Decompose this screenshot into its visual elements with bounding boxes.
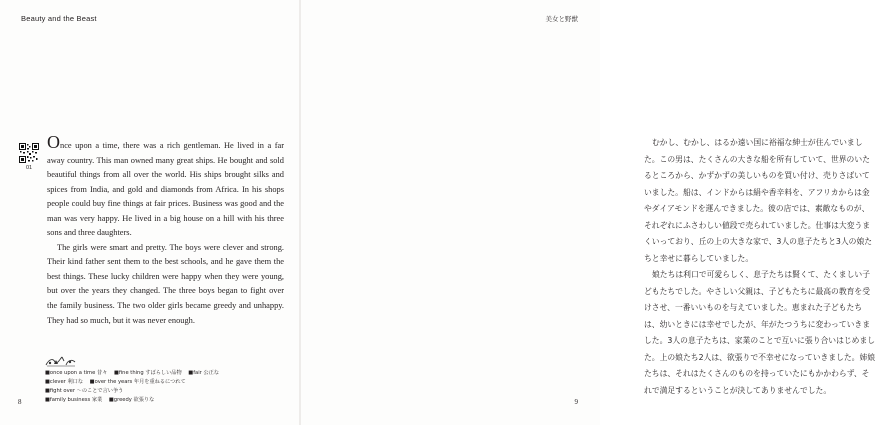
english-paragraph-1 — [47, 132, 284, 241]
vocabulary-notes — [45, 369, 257, 405]
page-number-left: 8 — [18, 398, 22, 406]
vocab-item: ■fair 公正な — [188, 370, 220, 376]
vocab-item: ■once upon a time 昔々 — [45, 370, 108, 376]
audio-track-number: 01 — [25, 165, 33, 171]
left-page — [0, 0, 299, 425]
vocab-item: ■family business 家業 — [45, 397, 103, 403]
vocab-item: ■greedy 欲張りな — [108, 397, 155, 403]
vocab-item: ■fine thing すばらしい品物 — [114, 370, 182, 376]
running-head-english: Beauty and the Beast — [21, 14, 97, 23]
japanese-text — [644, 135, 876, 399]
japanese-paragraph-1: むかし、むかし、はるか遠い国に裕福な紳士が住んでいました。この男は、たくさんの大きな船を所有していて、世界のいたるところから、かずかずの美しいものを買い付け、売りさばいていました。船は、インドからは絹や香辛料を、アフリカからは金やダイアモンドを運んできました。彼の店では、素敵なものが、それぞれにふさわしい値段で売られていました。仕事は大変うまくいっており、丘の上の大きな家で、3人の息子たちと3人の娘たちと幸せに暮らしていました。 — [644, 138, 873, 263]
vocab-item: ■over the years 年月を重ねるにつれて — [89, 379, 186, 385]
drop-cap: O — [47, 132, 60, 152]
right-page — [301, 0, 876, 425]
audio-qr-block — [19, 143, 39, 171]
ornament-icon — [45, 355, 77, 367]
running-head-japanese: 美女と野獣 — [545, 15, 578, 23]
vocab-item: ■fight over ～のことで言い争う — [45, 388, 124, 394]
japanese-paragraph-2: 娘たちは利口で可愛らしく、息子たちは賢くて、たくましい子どもたちでした。やさしい父親は、子どもたちに最高の教育を受けさせ、一番いいものを与えていました。恵まれた子どもたちは、幼いときには幸せでしたが、年がたつうちに変わっていきました。3人の息子たちは、家業のことで互いに張り合いはじめました。上の娘たち2人は、欲張りで不幸せになっていきました。姉娘たちは、それはたくさんのものを持っていたにもかかわらず、それで満足するということが決してありませんでした。 — [644, 270, 876, 395]
qr-code-icon[interactable] — [19, 143, 39, 163]
page-number-right: 9 — [574, 398, 578, 406]
english-paragraph-2: The girls were smart and pretty. The boys were clever and strong. Their kind father sent them to the best schools, and he gave them the best things. These lucky children were happy when they were young, but over the years they changed. The three boys began to fight over the family business. The two older girls became greedy and unhappy. They had so much, but it was never enough. — [47, 242, 284, 325]
english-paragraph-1-body: nce upon a time, there was a rich gentleman. He lived in a far away country. This man owned many great ships. He bought and sold beautiful things from all over the world. His ships brought silks and spices from India, and gold and diamonds from Africa. In his shops people could buy fine things at fair prices. Business was good and the man was very happy. He lived in a big house on a hill with his three sons and three daughters. — [47, 141, 284, 238]
english-text — [47, 132, 284, 328]
vocab-item: ■clever 利口な — [45, 379, 84, 385]
